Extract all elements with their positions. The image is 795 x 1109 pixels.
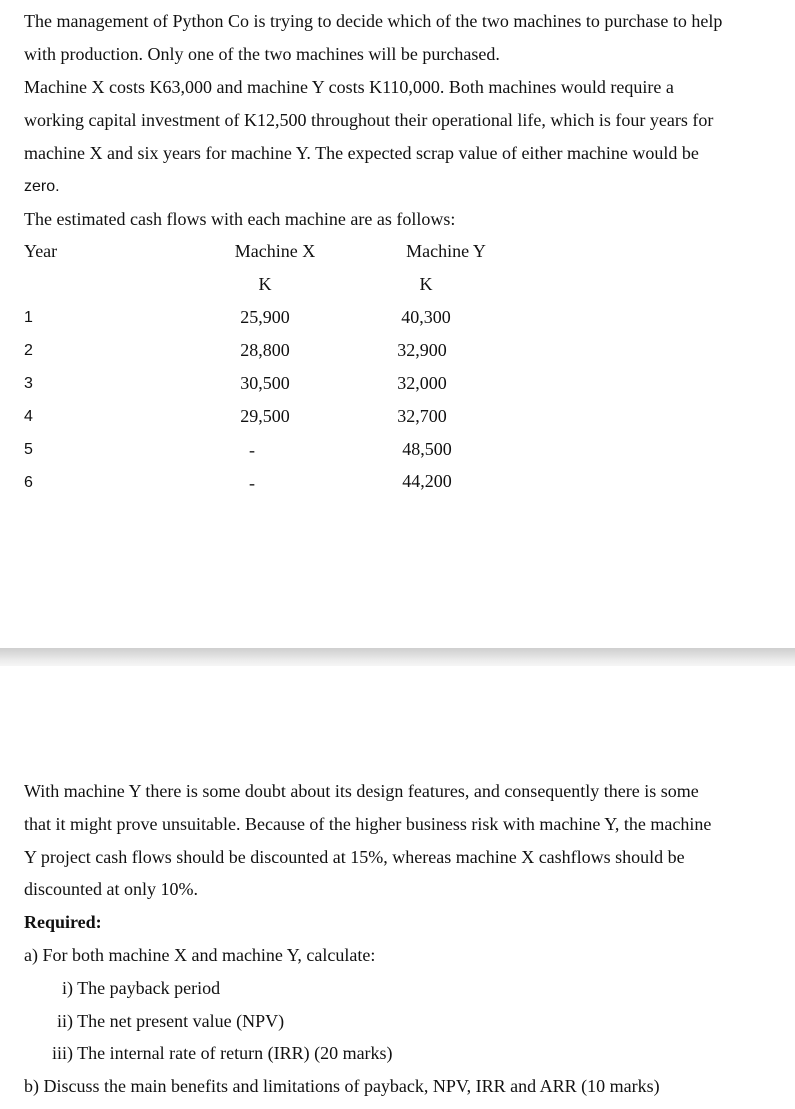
continuation-line-1: With machine Y there is some doubt about its design features, and consequently there is some [24,781,699,801]
sub-item-payback: i) The payback period [62,978,221,998]
row-machine-y: 48,500 [402,439,452,459]
unit-machine-y: K [419,274,433,294]
row-machine-x: - [249,473,255,493]
row-machine-y: 40,300 [401,307,451,327]
row-year: 3 [24,375,33,392]
page-break-divider [0,648,795,666]
row-machine-x: - [249,440,255,460]
intro-line-6: zero. [24,178,60,195]
row-machine-y: 32,700 [397,406,447,426]
row-year: 2 [24,342,33,359]
header-machine-y: Machine Y [406,241,486,261]
row-year: 1 [24,309,33,326]
required-heading: Required: [24,912,102,932]
row-machine-y: 32,000 [397,373,447,393]
intro-line-2: with production. Only one of the two machines will be purchased. [24,44,500,64]
row-machine-x: 25,900 [240,307,290,327]
continuation-line-2: that it might prove unsuitable. Because of the higher business risk with machine Y, the machine [24,814,712,834]
header-year: Year [24,241,58,261]
unit-machine-x: K [258,274,272,294]
row-year: 6 [24,474,33,491]
sub-item-npv: ii) The net present value (NPV) [57,1011,285,1031]
intro-line-4: working capital investment of K12,500 throughout their operational life, which is four years for [24,110,714,130]
row-machine-x: 30,500 [240,373,290,393]
intro-line-5: machine X and six years for machine Y. The expected scrap value of either machine would be [24,143,699,163]
part-b-instruction: b) Discuss the main benefits and limitations of payback, NPV, IRR and ARR (10 marks) [24,1076,660,1096]
intro-line-3: Machine X costs K63,000 and machine Y costs K110,000. Both machines would require a [24,77,674,97]
continuation-line-3: Y project cash flows should be discounted at 15%, whereas machine X cashflows should be [24,847,685,867]
row-machine-x: 29,500 [240,406,290,426]
sub-item-irr: iii) The internal rate of return (IRR) (20 marks) [52,1043,393,1063]
intro-line-7: The estimated cash flows with each machine are as follows: [24,209,456,229]
row-year: 5 [24,441,33,458]
row-year: 4 [24,408,33,425]
row-machine-y: 32,900 [397,340,447,360]
continuation-line-4: discounted at only 10%. [24,879,198,899]
part-a-instruction: a) For both machine X and machine Y, calculate: [24,945,376,965]
row-machine-y: 44,200 [402,471,452,491]
row-machine-x: 28,800 [240,340,290,360]
intro-line-1: The management of Python Co is trying to decide which of the two machines to purchase to help [24,11,723,31]
header-machine-x: Machine X [234,241,316,261]
